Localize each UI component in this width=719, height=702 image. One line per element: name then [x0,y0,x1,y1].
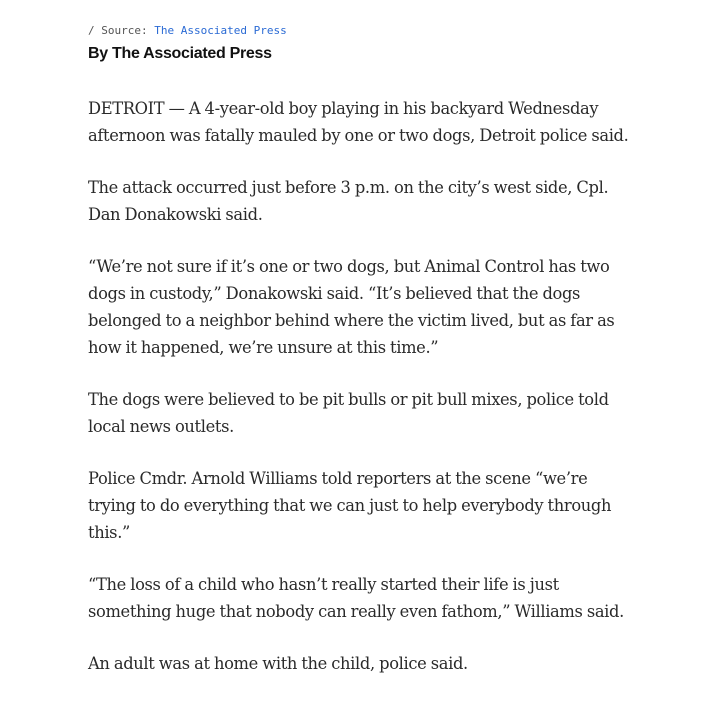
paragraph-line: “The loss of a child who hasn’t really started their life is just [88,575,559,594]
source-prefix: / Source: [88,24,155,37]
paragraph-line: how it happened, we’re unsure at this time.” [88,338,439,357]
paragraph-line: trying to do everything that we can just to help everybody through [88,496,612,515]
paragraph-7 [88,650,668,677]
paragraph-line: “We’re not sure if it’s one or two dogs, but Animal Control has two [88,257,610,276]
paragraph-line: belonged to a neighbor behind where the victim lived, but as far as [88,311,615,330]
paragraph-line: local news outlets. [88,417,234,436]
paragraph-4 [88,386,668,440]
paragraph-1 [88,95,668,149]
paragraph-line: dogs in custody,” Donakowski said. “It’s believed that the dogs [88,284,581,303]
paragraph-2 [88,174,668,228]
paragraph-5 [88,465,668,546]
paragraph-line: Dan Donakowski said. [88,205,263,224]
paragraph-line: DETROIT — A 4-year-old boy playing in his backyard Wednesday [88,99,599,118]
source-link[interactable]: The Associated Press [154,24,287,37]
paragraph-line: afternoon was fatally mauled by one or two dogs, Detroit police said. [88,126,629,145]
paragraph-6 [88,571,668,625]
paragraph-line: this.” [88,523,130,542]
source-line [88,24,287,38]
paragraph-line: The attack occurred just before 3 p.m. on the city’s west side, Cpl. [88,178,609,197]
paragraph-line: something huge that nobody can really even fathom,” Williams said. [88,602,624,621]
paragraph-line: Police Cmdr. Arnold Williams told reporters at the scene “we’re [88,469,588,488]
article-body [88,95,668,702]
paragraph-line: The dogs were believed to be pit bulls or pit bull mixes, police told [88,390,609,409]
byline: By The Associated Press [88,45,272,62]
paragraph-line: An adult was at home with the child, police said. [88,654,468,673]
paragraph-3 [88,253,668,361]
